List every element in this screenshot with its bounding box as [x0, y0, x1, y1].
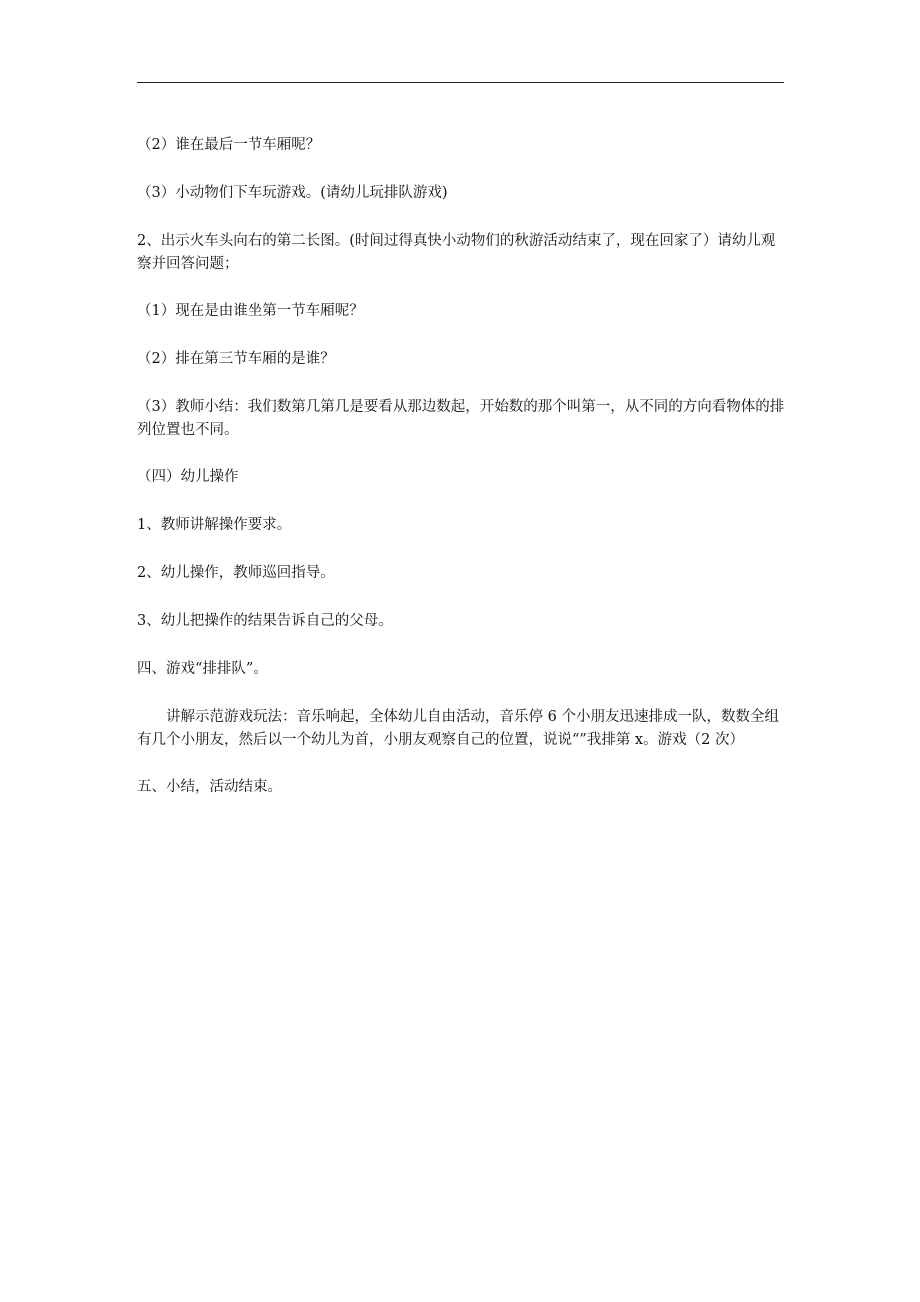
section-heading-game: 四、游戏“排排队”。 — [137, 661, 268, 677]
paragraph-1: （2）谁在最后一节车厢呢？ — [137, 137, 321, 153]
section-heading-operation: （四）幼儿操作 — [137, 469, 239, 485]
document-body — [137, 134, 787, 799]
paragraph-8: 1、教师讲解操作要求。 — [137, 517, 292, 533]
paragraph-9: 2、幼儿操作，教师巡回指导。 — [137, 565, 335, 581]
header-rule — [137, 82, 784, 83]
paragraph-game-rules: 讲解示范游戏玩法：音乐响起，全体幼儿自由活动，音乐停 6 个小朋友迅速排成一队，数数全组有几个小朋友，然后以一个幼儿为首，小朋友观察自己的位置，说说“”我排第 x。游戏（2 次） — [137, 709, 779, 748]
paragraph-5: （2）排在第三节车厢的是谁？ — [137, 351, 335, 367]
paragraph-6: （3）教师小结：我们数第几第几是要看从那边数起，开始数的那个叫第一，从不同的方向看物体的排列位置也不同。 — [137, 399, 785, 438]
paragraph-3: 2、出示火车头向右的第二长图。(时间过得真快小动物们的秋游活动结束了，现在回家了）请幼儿观察并回答问题； — [137, 233, 776, 272]
paragraph-2: （3）小动物们下车玩游戏。(请幼儿玩排队游戏) — [137, 185, 448, 201]
paragraph-4: （1）现在是由谁坐第一节车厢呢？ — [137, 303, 364, 319]
section-heading-summary: 五、小结，活动结束。 — [137, 779, 282, 795]
paragraph-10: 3、幼儿把操作的结果告诉自己的父母。 — [137, 613, 393, 629]
